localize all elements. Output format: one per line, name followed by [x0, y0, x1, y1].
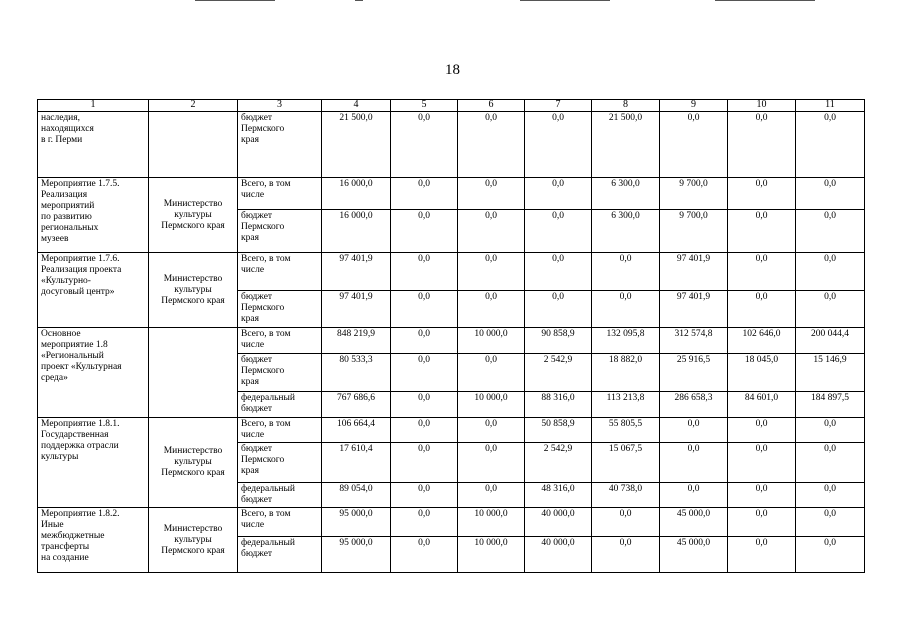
table-row	[38, 178, 865, 210]
funding-source: Всего, в том числе	[238, 253, 322, 291]
scan-edge-line	[715, 0, 815, 1]
amount-cell: 15 067,5	[592, 443, 660, 483]
amount-cell: 0,0	[391, 508, 458, 537]
amount-cell: 0,0	[525, 291, 592, 328]
amount-cell: 0,0	[458, 178, 525, 210]
column-header: 11	[796, 100, 865, 112]
amount-cell: 0,0	[796, 483, 865, 508]
amount-cell: 0,0	[728, 112, 796, 178]
amount-cell: 0,0	[391, 253, 458, 291]
amount-cell: 0,0	[728, 418, 796, 443]
amount-cell: 0,0	[728, 508, 796, 537]
table-row	[38, 418, 865, 443]
amount-cell: 84 601,0	[728, 392, 796, 418]
amount-cell: 0,0	[660, 443, 728, 483]
amount-cell: 18 882,0	[592, 354, 660, 392]
amount-cell: 0,0	[592, 537, 660, 573]
amount-cell: 21 500,0	[592, 112, 660, 178]
column-header: 2	[149, 100, 238, 112]
amount-cell: 45 000,0	[660, 537, 728, 573]
amount-cell: 113 213,8	[592, 392, 660, 418]
amount-cell: 10 000,0	[458, 508, 525, 537]
amount-cell: 0,0	[728, 537, 796, 573]
amount-cell: 21 500,0	[322, 112, 391, 178]
measure-name: Мероприятие 1.7.5. Реализация мероприятий по развитию региональных музеев	[38, 178, 149, 253]
amount-cell: 0,0	[391, 443, 458, 483]
amount-cell: 0,0	[796, 418, 865, 443]
funding-source: бюджет Пермского края	[238, 210, 322, 253]
amount-cell: 0,0	[391, 291, 458, 328]
amount-cell: 40 000,0	[525, 537, 592, 573]
amount-cell: 25 916,5	[660, 354, 728, 392]
measure-name: Мероприятие 1.8.1. Государственная поддержка отрасли культуры	[38, 418, 149, 508]
amount-cell: 10 000,0	[458, 537, 525, 573]
column-header: 7	[525, 100, 592, 112]
column-header: 4	[322, 100, 391, 112]
measure-name: Мероприятие 1.8.2. Иные межбюджетные трансферты на создание	[38, 508, 149, 573]
amount-cell: 89 054,0	[322, 483, 391, 508]
amount-cell: 0,0	[728, 291, 796, 328]
amount-cell: 80 533,3	[322, 354, 391, 392]
amount-cell: 97 401,9	[322, 253, 391, 291]
table-row	[38, 112, 865, 178]
amount-cell: 0,0	[796, 210, 865, 253]
amount-cell: 50 858,9	[525, 418, 592, 443]
amount-cell: 97 401,9	[660, 253, 728, 291]
page-number: 18	[445, 62, 460, 78]
amount-cell: 0,0	[391, 392, 458, 418]
amount-cell: 9 700,0	[660, 210, 728, 253]
funding-source: федеральный бюджет	[238, 483, 322, 508]
amount-cell: 0,0	[728, 210, 796, 253]
amount-cell: 0,0	[660, 483, 728, 508]
responsible-executor: Министерство культуры Пермского края	[149, 253, 238, 328]
amount-cell: 767 686,6	[322, 392, 391, 418]
amount-cell: 0,0	[391, 112, 458, 178]
amount-cell: 0,0	[525, 253, 592, 291]
scan-edge-line	[355, 0, 363, 1]
amount-cell: 95 000,0	[322, 537, 391, 573]
amount-cell: 0,0	[458, 210, 525, 253]
amount-cell: 0,0	[796, 178, 865, 210]
amount-cell: 0,0	[391, 483, 458, 508]
amount-cell: 2 542,9	[525, 443, 592, 483]
amount-cell: 6 300,0	[592, 210, 660, 253]
amount-cell: 45 000,0	[660, 508, 728, 537]
responsible-executor	[149, 112, 238, 178]
amount-cell: 16 000,0	[322, 178, 391, 210]
amount-cell: 0,0	[458, 253, 525, 291]
amount-cell: 848 219,9	[322, 328, 391, 354]
amount-cell: 6 300,0	[592, 178, 660, 210]
amount-cell: 0,0	[458, 418, 525, 443]
amount-cell: 0,0	[728, 443, 796, 483]
amount-cell: 0,0	[660, 112, 728, 178]
amount-cell: 0,0	[458, 112, 525, 178]
amount-cell: 95 000,0	[322, 508, 391, 537]
funding-source: бюджет Пермского края	[238, 443, 322, 483]
column-header: 8	[592, 100, 660, 112]
responsible-executor: Министерство культуры Пермского края	[149, 508, 238, 573]
amount-cell: 97 401,9	[660, 291, 728, 328]
amount-cell: 0,0	[660, 418, 728, 443]
amount-cell: 2 542,9	[525, 354, 592, 392]
amount-cell: 55 805,5	[592, 418, 660, 443]
scan-edge-line	[195, 0, 275, 1]
table-row	[38, 508, 865, 537]
amount-cell: 0,0	[391, 418, 458, 443]
measure-name: наследия, находящихся в г. Перми	[38, 112, 149, 178]
amount-cell: 0,0	[796, 291, 865, 328]
column-header: 10	[728, 100, 796, 112]
amount-cell: 0,0	[592, 253, 660, 291]
amount-cell: 132 095,8	[592, 328, 660, 354]
table-row	[38, 253, 865, 291]
amount-cell: 18 045,0	[728, 354, 796, 392]
amount-cell: 0,0	[391, 178, 458, 210]
amount-cell: 0,0	[728, 253, 796, 291]
measure-name: Основное мероприятие 1.8 «Региональный проект «Культурная среда»	[38, 328, 149, 418]
table-row	[38, 328, 865, 354]
amount-cell: 40 000,0	[525, 508, 592, 537]
amount-cell: 312 574,8	[660, 328, 728, 354]
amount-cell: 90 858,9	[525, 328, 592, 354]
responsible-executor: Министерство культуры Пермского края	[149, 418, 238, 508]
scan-edge-line	[520, 0, 610, 1]
amount-cell: 88 316,0	[525, 392, 592, 418]
amount-cell: 0,0	[592, 291, 660, 328]
responsible-executor	[149, 328, 238, 418]
amount-cell: 184 897,5	[796, 392, 865, 418]
amount-cell: 97 401,9	[322, 291, 391, 328]
amount-cell: 0,0	[728, 178, 796, 210]
amount-cell: 0,0	[391, 537, 458, 573]
column-header: 9	[660, 100, 728, 112]
amount-cell: 0,0	[796, 537, 865, 573]
column-header: 6	[458, 100, 525, 112]
amount-cell: 0,0	[458, 354, 525, 392]
amount-cell: 0,0	[796, 443, 865, 483]
header-row	[38, 100, 865, 112]
funding-source: бюджет Пермского края	[238, 291, 322, 328]
amount-cell: 0,0	[796, 253, 865, 291]
amount-cell: 0,0	[458, 291, 525, 328]
amount-cell: 0,0	[525, 210, 592, 253]
amount-cell: 0,0	[458, 443, 525, 483]
funding-source: Всего, в том числе	[238, 418, 322, 443]
amount-cell: 10 000,0	[458, 328, 525, 354]
amount-cell: 0,0	[525, 112, 592, 178]
amount-cell: 0,0	[796, 508, 865, 537]
amount-cell: 0,0	[391, 210, 458, 253]
funding-source: Всего, в том числе	[238, 328, 322, 354]
amount-cell: 0,0	[391, 354, 458, 392]
amount-cell: 286 658,3	[660, 392, 728, 418]
amount-cell: 200 044,4	[796, 328, 865, 354]
measure-name: Мероприятие 1.7.6. Реализация проекта «Культурно- досуговый центр»	[38, 253, 149, 328]
column-header: 1	[38, 100, 149, 112]
amount-cell: 48 316,0	[525, 483, 592, 508]
column-header: 3	[238, 100, 322, 112]
column-header: 5	[391, 100, 458, 112]
amount-cell: 10 000,0	[458, 392, 525, 418]
amount-cell: 0,0	[458, 483, 525, 508]
funding-source: Всего, в том числе	[238, 178, 322, 210]
amount-cell: 106 664,4	[322, 418, 391, 443]
amount-cell: 0,0	[796, 112, 865, 178]
amount-cell: 15 146,9	[796, 354, 865, 392]
amount-cell: 0,0	[525, 178, 592, 210]
funding-source: федеральный бюджет	[238, 537, 322, 573]
funding-source: бюджет Пермского края	[238, 112, 322, 178]
amount-cell: 102 646,0	[728, 328, 796, 354]
funding-source: Всего, в том числе	[238, 508, 322, 537]
amount-cell: 0,0	[391, 328, 458, 354]
funding-source: федеральный бюджет	[238, 392, 322, 418]
responsible-executor: Министерство культуры Пермского края	[149, 178, 238, 253]
amount-cell: 0,0	[728, 483, 796, 508]
funding-source: бюджет Пермского края	[238, 354, 322, 392]
amount-cell: 16 000,0	[322, 210, 391, 253]
table-body	[38, 100, 865, 573]
budget-table	[37, 99, 865, 573]
amount-cell: 0,0	[592, 508, 660, 537]
amount-cell: 9 700,0	[660, 178, 728, 210]
amount-cell: 17 610,4	[322, 443, 391, 483]
amount-cell: 40 738,0	[592, 483, 660, 508]
